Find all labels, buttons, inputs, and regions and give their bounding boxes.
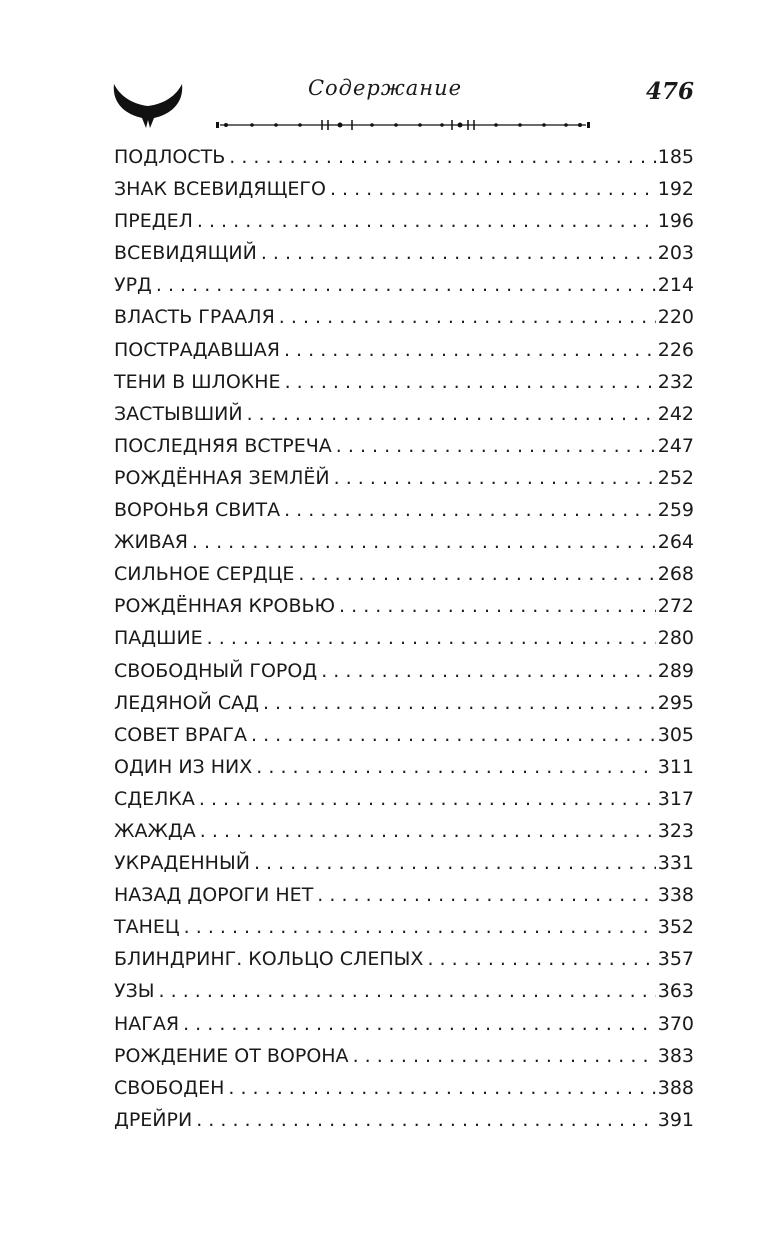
toc-entry-title: ДРЕЙРИ	[114, 1108, 193, 1131]
toc-dot-leader	[184, 911, 656, 943]
toc-entry-title: НАГАЯ	[114, 1012, 180, 1035]
toc-entry-title: ВОРОНЬЯ СВИТА	[114, 499, 281, 522]
toc-dot-leader	[261, 237, 656, 269]
toc-entry-title: СДЕЛКА	[114, 787, 195, 810]
toc-dot-leader	[183, 1008, 656, 1040]
toc-entry[interactable]	[114, 847, 694, 879]
toc-dot-leader	[284, 494, 656, 526]
toc-entry[interactable]	[114, 398, 694, 430]
toc-entry-title: ЖАЖДА	[114, 819, 196, 842]
toc-dot-leader	[427, 943, 655, 975]
toc-entry-title: СОВЕТ ВРАГА	[114, 723, 247, 746]
toc-dot-leader	[254, 847, 656, 879]
toc-entry[interactable]	[114, 719, 694, 751]
toc-entry[interactable]	[114, 269, 694, 301]
toc-entry-page: 264	[657, 531, 694, 554]
page-number: 476	[645, 78, 694, 105]
toc-dot-leader	[251, 719, 656, 751]
toc-entry[interactable]	[114, 911, 694, 943]
toc-dot-leader	[353, 1040, 656, 1072]
toc-entry[interactable]	[114, 558, 694, 590]
ornamental-divider-icon	[216, 118, 590, 132]
toc-dot-leader	[159, 975, 656, 1007]
toc-entry-page: 331	[657, 852, 694, 875]
toc-entry[interactable]	[114, 975, 694, 1007]
page-title: Содержание	[307, 76, 463, 100]
toc-entry-page: 323	[657, 819, 694, 842]
toc-dot-leader	[247, 398, 656, 430]
toc-dot-leader	[256, 751, 655, 783]
toc-dot-leader	[199, 783, 656, 815]
toc-entry[interactable]	[114, 462, 694, 494]
toc-entry[interactable]	[114, 879, 694, 911]
toc-entry-title: ВСЕВИДЯЩИЙ	[114, 242, 257, 265]
toc-entry-page: 247	[657, 434, 694, 457]
toc-entry-title: ПАДШИЕ	[114, 627, 203, 650]
toc-entry[interactable]	[114, 430, 694, 462]
toc-dot-leader	[285, 366, 656, 398]
toc-dot-leader	[321, 655, 656, 687]
toc-entry[interactable]	[114, 173, 694, 205]
toc-entry-page: 192	[657, 178, 694, 201]
toc-entry-title: ЗНАК ВСЕВИДЯЩЕГО	[114, 178, 326, 201]
toc-entry-title: ЖИВАЯ	[114, 531, 188, 554]
toc-entry[interactable]	[114, 494, 694, 526]
toc-dot-leader	[196, 1104, 656, 1136]
toc-entry-page: 214	[657, 274, 694, 297]
toc-entry-title: ВЛАСТЬ ГРААЛЯ	[114, 306, 275, 329]
toc-dot-leader	[284, 334, 656, 366]
toc-entry-page: 338	[657, 884, 694, 907]
toc-entry-title: РОЖДЁННАЯ ЗЕМЛЁЙ	[114, 466, 330, 489]
toc-entry[interactable]	[114, 590, 694, 622]
toc-entry-title: РОЖДЕНИЕ ОТ ВОРОНА	[114, 1044, 349, 1067]
toc-entry-page: 280	[657, 627, 694, 650]
toc-entry-title: УРД	[114, 274, 152, 297]
toc-entry-page: 383	[657, 1044, 694, 1067]
toc-entry-title: ТЕНИ В ШЛОКНЕ	[114, 370, 281, 393]
toc-entry-title: РОЖДЁННАЯ КРОВЬЮ	[114, 595, 336, 618]
toc-entry-title: ЗАСТЫВШИЙ	[114, 402, 243, 425]
toc-entry[interactable]	[114, 526, 694, 558]
toc-entry-page: 311	[657, 755, 694, 778]
toc-entry[interactable]	[114, 687, 694, 719]
toc-entry-title: ПОСТРАДАВШАЯ	[114, 338, 280, 361]
table-of-contents	[114, 141, 694, 1136]
toc-entry-page: 305	[657, 723, 694, 746]
toc-entry-title: СИЛЬНОЕ СЕРДЦЕ	[114, 563, 295, 586]
toc-entry-title: ПОСЛЕДНЯЯ ВСТРЕЧА	[114, 434, 332, 457]
toc-entry[interactable]	[114, 237, 694, 269]
toc-entry-page: 363	[657, 980, 694, 1003]
toc-dot-leader	[334, 462, 656, 494]
toc-dot-leader	[156, 269, 656, 301]
toc-entry[interactable]	[114, 622, 694, 654]
toc-entry-page: 357	[657, 948, 694, 971]
toc-entry-page: 252	[657, 466, 694, 489]
toc-entry[interactable]	[114, 141, 694, 173]
toc-dot-leader	[207, 622, 656, 654]
toc-entry-title: УЗЫ	[114, 980, 155, 1003]
toc-dot-leader	[336, 430, 656, 462]
toc-entry-page: 370	[657, 1012, 694, 1035]
toc-entry[interactable]	[114, 1008, 694, 1040]
toc-dot-leader	[330, 173, 656, 205]
toc-entry-title: УКРАДЕННЫЙ	[114, 852, 250, 875]
toc-entry-page: 289	[657, 659, 694, 682]
toc-dot-leader	[339, 590, 656, 622]
toc-entry-title: ЛЕДЯНОЙ САД	[114, 691, 259, 714]
toc-dot-leader	[263, 687, 656, 719]
raven-wings-icon	[110, 80, 186, 132]
toc-entry[interactable]	[114, 1072, 694, 1104]
toc-entry[interactable]	[114, 815, 694, 847]
toc-dot-leader	[279, 301, 656, 333]
toc-entry-page: 259	[657, 499, 694, 522]
toc-entry[interactable]	[114, 366, 694, 398]
toc-entry-page: 242	[657, 402, 694, 425]
toc-entry-page: 268	[657, 563, 694, 586]
toc-entry-title: ОДИН ИЗ НИХ	[114, 755, 253, 778]
toc-dot-leader	[192, 526, 656, 558]
toc-dot-leader	[200, 815, 656, 847]
toc-entry-title: СВОБОДНЫЙ ГОРОД	[114, 659, 318, 682]
toc-entry[interactable]	[114, 1104, 694, 1136]
toc-entry-title: СВОБОДЕН	[114, 1076, 225, 1099]
toc-entry-page: 226	[657, 338, 694, 361]
toc-entry-page: 352	[657, 916, 694, 939]
toc-entry-title: ПРЕДЕЛ	[114, 210, 193, 233]
toc-entry[interactable]	[114, 655, 694, 687]
toc-entry-page: 388	[657, 1076, 694, 1099]
toc-entry[interactable]	[114, 943, 694, 975]
toc-dot-leader	[197, 205, 656, 237]
toc-entry-page: 196	[657, 210, 694, 233]
toc-dot-leader	[228, 1072, 655, 1104]
toc-entry-title: ТАНЕЦ	[114, 916, 180, 939]
toc-entry-page: 317	[657, 787, 694, 810]
toc-entry-page: 185	[657, 146, 694, 168]
toc-entry-page: 220	[657, 306, 694, 329]
toc-entry[interactable]	[114, 751, 694, 783]
toc-entry[interactable]	[114, 1040, 694, 1072]
toc-dot-leader	[298, 558, 655, 590]
toc-entry-page: 295	[657, 691, 694, 714]
toc-entry[interactable]	[114, 334, 694, 366]
toc-entry[interactable]	[114, 205, 694, 237]
toc-dot-leader	[317, 879, 655, 911]
toc-entry-page: 272	[657, 595, 694, 618]
toc-entry-page: 203	[657, 242, 694, 265]
toc-entry-page: 232	[657, 370, 694, 393]
toc-entry-title: НАЗАД ДОРОГИ НЕТ	[114, 884, 314, 907]
toc-dot-leader	[229, 141, 655, 173]
toc-entry[interactable]	[114, 301, 694, 333]
toc-entry-title: ПОДЛОСТЬ	[114, 146, 226, 168]
toc-entry-title: БЛИНДРИНГ. КОЛЬЦО СЛЕПЫХ	[114, 948, 424, 971]
toc-entry-page: 391	[657, 1108, 694, 1131]
toc-entry[interactable]	[114, 783, 694, 815]
